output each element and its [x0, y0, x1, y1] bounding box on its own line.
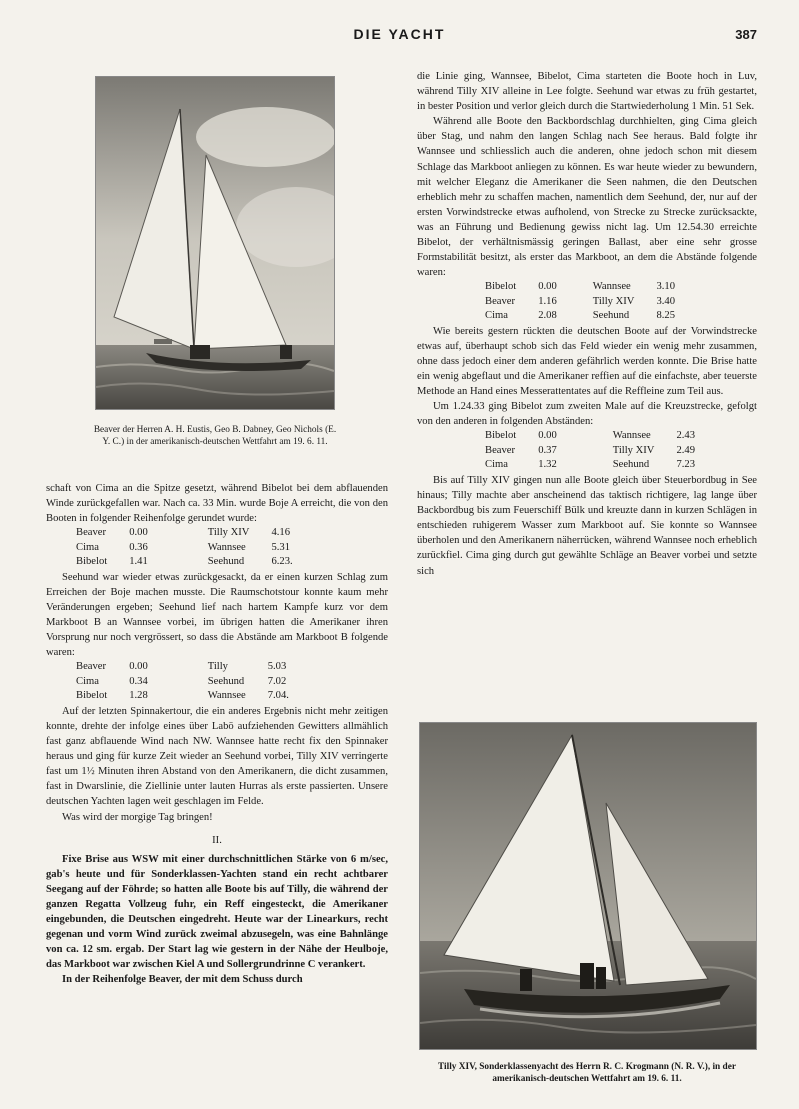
- table-cell: 7.04.: [267, 690, 289, 702]
- table-cell: Seehund: [592, 310, 630, 322]
- table-row: [76, 660, 311, 675]
- table-cell: 5.31: [271, 541, 290, 553]
- table-row: [485, 309, 697, 324]
- table-row: [76, 541, 315, 556]
- table-cell: 2.08: [538, 310, 557, 322]
- running-header: DIE YACHT: [353, 26, 446, 42]
- table-cell: Bibelot: [485, 430, 517, 442]
- table-cell: 0.00: [538, 430, 557, 442]
- paragraph: Wie bereits gestern rückten die deutschen Boote auf der Vorwindstrecke etwas auf, überhaupt schob sich das Feld wieder ein wenig mehr zusammen, ohne dass jedoch einer dem anderen gefährlich werden konnte. Die Brise hatte ein wenig abgeflaut und die Amerikaner reffien auf die einfachste, aber teuerste Methode an Hand eines Messerattentates auf die Reffleine zum Teil aus.: [417, 325, 757, 398]
- results-table: [76, 660, 311, 704]
- table-cell: 6.23.: [271, 556, 293, 568]
- table-cell: Seehund: [207, 675, 245, 687]
- page-number: 387: [735, 27, 757, 42]
- paragraph: In der Reihenfolge Beaver, der mit dem Schuss durch: [62, 974, 303, 986]
- table-cell: 0.00: [129, 661, 148, 673]
- table-cell: 3.40: [656, 295, 675, 307]
- table-row: [76, 689, 311, 704]
- paragraph: Während alle Boote den Backbordschlag durchhielten, ging Cima gleich über Stag, und nahm den langen Schlag nach See heraus. Bald folgte ihr Wannsee und schliesslich auch die anderen, ohne jedoch schon mit diesem Schlage das Markboot anliegen zu können. Es war heute wieder zu bewundern, mit welcher Eleganz die Amerikaner die Seen nahmen, die den Deutschen erheblich mehr zu schaffen machen, namentlich dem Seehund, der, nur auf der ersten Vorwindstrecke etwas aufholend, von Strecke zu Strecke zurücksackte, was an Führung und Bedienung gewiss nicht lag. Um 12.54.30 erreichte Bibelot, der verhältnismässig geringen Ballast, aber eine sehr grosse Formstabilität besitzt, als erster das Markboot, an dem die Abstände folgende waren:: [417, 116, 757, 279]
- table-row: [485, 444, 717, 459]
- table-row: [485, 458, 717, 473]
- table-cell: 1.41: [129, 556, 148, 568]
- section-heading: II.: [212, 834, 222, 846]
- paragraph: die Linie ging, Wannsee, Bibelot, Cima starteten die Boote hoch in Luv, während Tilly XIV alleine in Lee folgte. Seehund war etwas zu früh gestartet, in bester Position und verlor gleich durch die Startwiederholung 1 Min. 51 Sek.: [417, 71, 757, 113]
- paragraph: Bis auf Tilly XIV gingen nun alle Boote gleich über Steuerbordbug in See hinaus; Tilly machte aber anscheinend das taktisch richtigere, lag lange über Backbordbug bis zum Feuerschiff Bülk und kreuzte dann in kurzen Schlägen in entschieden ruhigerem Wasser zum Markboot auf. Sie konnte so Wannsee überholen und den Amerikanern näherrücken, während Wannsee noch erheblich zurückfiel. Cima ging durch gut gewählte Schläge an Beaver vorbei und setzte sich: [417, 474, 757, 577]
- table-cell: Beaver: [485, 295, 515, 307]
- table-cell: Tilly XIV: [592, 295, 635, 307]
- photo-tilly-xiv: [419, 722, 757, 1050]
- table-cell: Cima: [485, 459, 508, 471]
- table-cell: 2.43: [676, 430, 695, 442]
- table-cell: Cima: [76, 675, 99, 687]
- table-cell: Wannsee: [207, 541, 246, 553]
- table-row: [76, 675, 311, 690]
- table-cell: Wannsee: [612, 430, 651, 442]
- table-cell: 0.36: [129, 541, 148, 553]
- table-cell: Cima: [76, 541, 99, 553]
- paragraph: Fixe Brise aus WSW mit einer durchschnittlichen Stärke von 6 m/sec, gab's heute und für Sonderklassen-Yachten stand ein recht achtbarer Seegang auf der Föhrde; so hatten alle Boote bis auf Tilly, die während der ganzen Regatta Vollzeug fuhr, ein Reff eingesteckt, die Amerikaner eingebunden, die Deutschen eingedreht. Heute war der Linearkurs, recht gegenan und vorm Wind zurück zweimal abzusegeln, was eine Bahnlänge von ca. 12 sm. ergab. Der Start lag wie gestern in der Nähe der Heulboje, das Markboot war zwischen Kiel A und Sollergrundrinne C verankert.: [46, 853, 388, 971]
- table-row: [485, 295, 697, 310]
- table-cell: 1.16: [538, 295, 557, 307]
- table-cell: Tilly XIV: [207, 527, 250, 539]
- sailboat-illustration: [96, 77, 334, 409]
- results-table: [76, 526, 315, 570]
- paragraph: Seehund war wieder etwas zurückgesackt, da er einen kurzen Schlag zum Erreichen der Boje machen musste. Die Raumschotstour konnte kaum mehr Veränderungen ergeben; Seehund lief nach hartem Kampfe kurz vor dem Markboot B an Wannsee vorbei, im übrigen hatten die Amerikaner ihren Vorsprung nur noch vergrössert, so dass die Abstände am Markboot B folgende waren:: [46, 571, 388, 659]
- table-cell: Beaver: [76, 661, 106, 673]
- results-table: [485, 280, 697, 324]
- table-cell: 0.00: [538, 281, 557, 293]
- left-column: [46, 481, 388, 988]
- results-table: [485, 429, 717, 473]
- table-cell: 1.32: [538, 459, 557, 471]
- table-cell: 0.00: [129, 527, 148, 539]
- table-cell: Tilly XIV: [612, 444, 655, 456]
- right-column: [417, 69, 757, 579]
- table-row: [76, 555, 315, 570]
- figure-caption-beaver: Beaver der Herren A. H. Eustis, Geo B. Dabney, Geo Nichols (E. Y. C.) in der amerikanisch-deutschen Wettfahrt am 19. 6. 11.: [93, 425, 337, 447]
- table-cell: Seehund: [207, 556, 245, 568]
- paragraph: schaft von Cima an die Spitze gesetzt, während Bibelot bei dem abflauenden Winde zurückgefallen war. Nach ca. 33 Min. wurde Boje A erreicht, die von den Booten in folgender Reihenfolge gerundet wurde:: [46, 483, 388, 525]
- table-cell: Beaver: [485, 444, 515, 456]
- table-row: [485, 429, 717, 444]
- table-cell: 0.34: [129, 675, 148, 687]
- table-cell: 7.23: [676, 459, 695, 471]
- table-cell: 7.02: [267, 675, 287, 687]
- table-cell: 2.49: [676, 444, 695, 456]
- table-row: [76, 526, 315, 541]
- table-cell: Bibelot: [76, 690, 108, 702]
- table-cell: 3.10: [656, 281, 675, 293]
- sailboat-illustration: [420, 723, 756, 1049]
- table-cell: 1.28: [129, 690, 148, 702]
- table-cell: 4.16: [271, 527, 290, 539]
- table-cell: 5.03: [267, 661, 287, 673]
- table-cell: Wannsee: [592, 281, 631, 293]
- table-cell: Seehund: [612, 459, 650, 471]
- table-cell: Beaver: [76, 527, 106, 539]
- table-cell: 0.37: [538, 444, 557, 456]
- figure-caption-tilly-xiv: Tilly XIV, Sonderklassenyacht des Herrn R. C. Krogmann (N. R. V.), in der amerikanisch-deutschen Wettfahrt am 19. 6. 11.: [438, 1062, 736, 1084]
- table-cell: 8.25: [656, 310, 675, 322]
- photo-beaver: [95, 76, 335, 410]
- table-cell: Tilly: [207, 661, 228, 673]
- table-cell: Bibelot: [485, 281, 517, 293]
- table-row: [485, 280, 697, 295]
- paragraph: Auf der letzten Spinnakertour, die ein anderes Ergebnis nicht mehr zeitigen konnte, drehte der infolge eines über Labö aufziehenden Gewitters allmählich fast ganz abflauende Wind nach NW. Wannsee hatte recht fix den Spinnaker heraus und ging für kurze Zeit wieder an Seehund vorbei, Tilly XIV verringerte fast um 1½ Minuten ihren Abstand von den Amerikanern, die dicht zusammen, fast in Dwarslinie, die Ziellinie unter lauten Hurras als erste passierten. Unsere deutschen Yachten lagen weit geschlagen im Felde.: [46, 705, 388, 808]
- table-cell: Bibelot: [76, 556, 108, 568]
- paragraph: Um 1.24.33 ging Bibelot zum zweiten Male auf die Kreuzstrecke, gefolgt von den anderen in folgenden Abständen:: [417, 401, 757, 428]
- table-cell: Wannsee: [207, 690, 246, 702]
- paragraph: Was wird der morgige Tag bringen!: [62, 811, 213, 823]
- table-cell: Cima: [485, 310, 508, 322]
